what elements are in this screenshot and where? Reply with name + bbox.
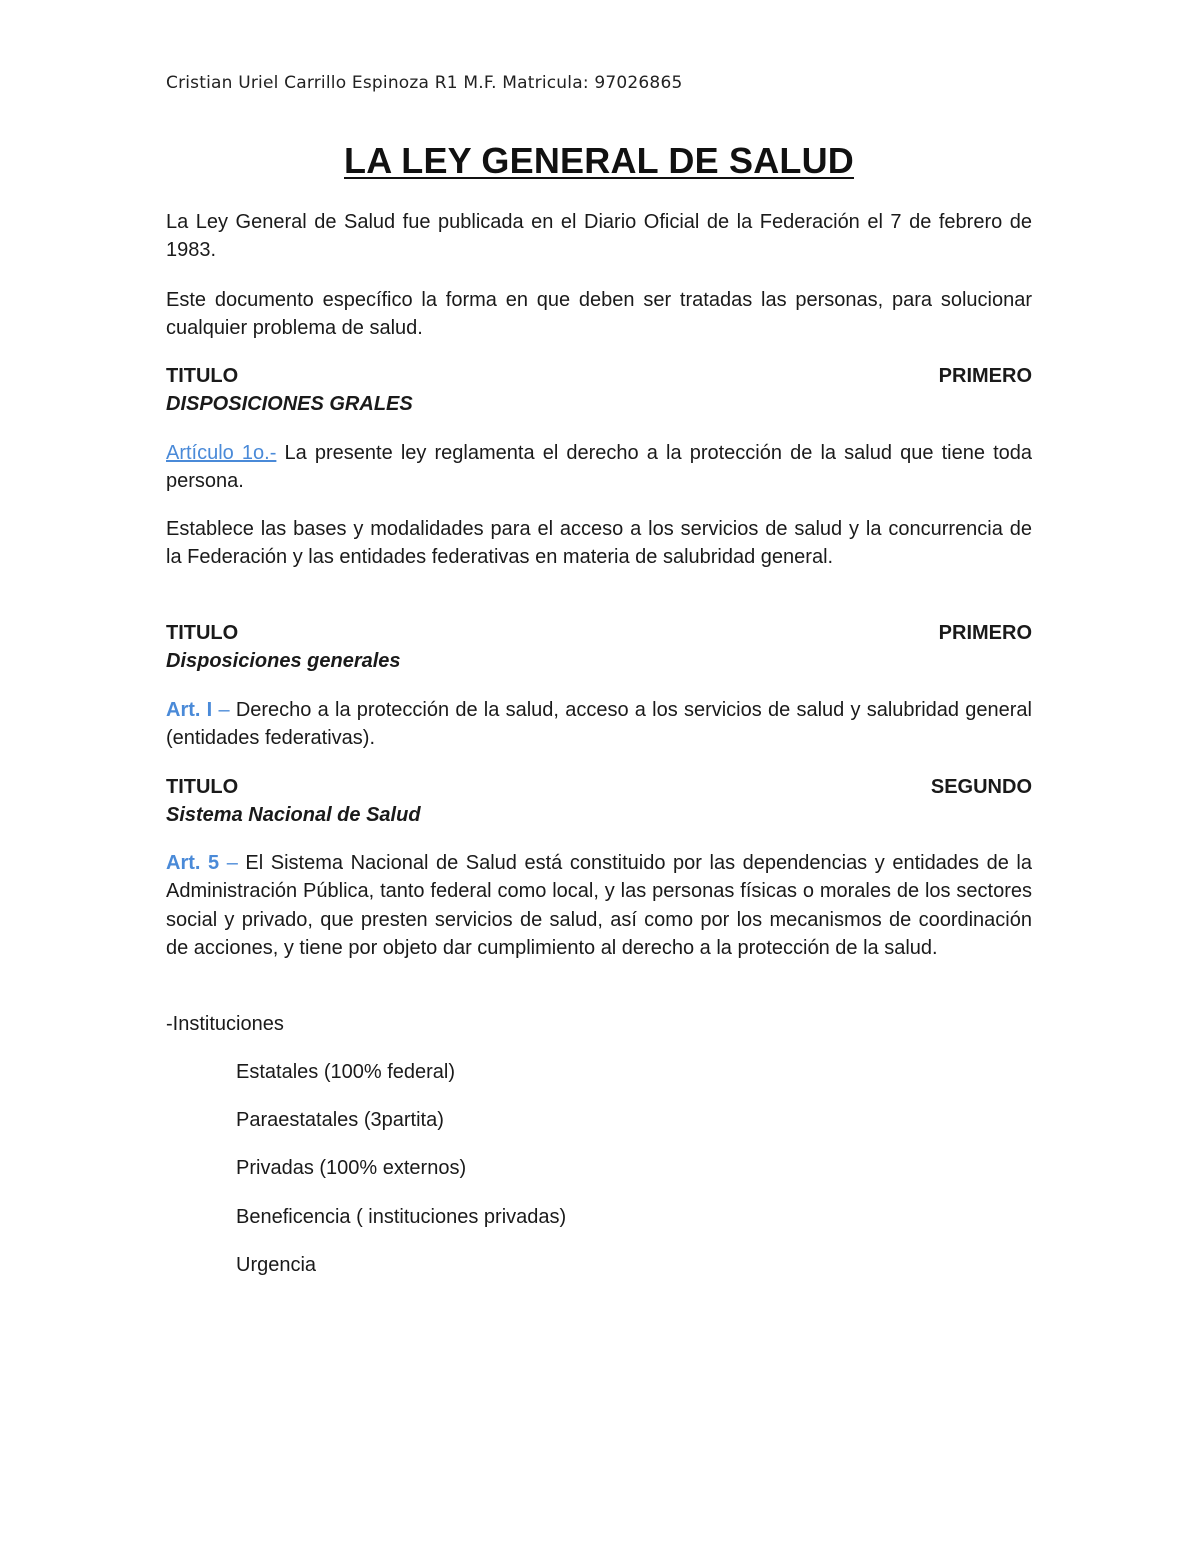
- art-5-text: El Sistema Nacional de Salud está constituido por las dependencias y entidades de la Administración Pública, tanto federal como local, y las personas físicas o morales de los sectores social y privado, que presten servicios de salud, así como por los mecanismos de coordinación de acciones, y tiene por objeto dar cumplimiento al derecho a la protección de la salud.: [166, 852, 1032, 960]
- section-2-article-paragraph: [166, 696, 1032, 753]
- institution-item: Privadas (100% externos): [236, 1157, 467, 1179]
- intro-paragraph-2: Este documento específico la forma en que deben ser tratadas las personas, para solucionar cualquier problema de salud.: [166, 289, 1032, 340]
- section-3-ordinal: SEGUNDO: [930, 776, 1032, 798]
- section-2-titulo-row: [166, 619, 1032, 647]
- institution-item: Beneficencia ( instituciones privadas): [236, 1206, 567, 1228]
- intro-paragraph-1: La Ley General de Salud fue publicada en el Diario Oficial de la Federación el 7 de febrero de 1983.: [166, 211, 1032, 262]
- section-2-ordinal: PRIMERO: [938, 622, 1032, 644]
- author-header: Cristian Uriel Carrillo Espinoza R1 M.F. Matricula: 97026865: [166, 73, 683, 93]
- section-1-titulo-row: [166, 362, 1032, 390]
- art-i-label: Art. I: [166, 699, 213, 721]
- section-3-subtitle: Sistema Nacional de Salud: [166, 804, 421, 827]
- institutions-heading: -Instituciones: [166, 1013, 284, 1035]
- art-i-text: Derecho a la protección de la salud, acceso a los servicios de salud y salubridad general (entidades federativas).: [166, 699, 1032, 750]
- section-3-titulo-row: [166, 773, 1032, 801]
- section-3-article-paragraph: [166, 849, 1032, 963]
- section-1-ordinal: PRIMERO: [938, 365, 1032, 387]
- section-1-titulo-label: TITULO: [166, 365, 239, 387]
- section-1-heading: [166, 362, 1032, 419]
- art-5-dash: –: [219, 852, 246, 874]
- section-2-subtitle: Disposiciones generales: [166, 650, 401, 673]
- section-2-heading: [166, 619, 1032, 676]
- article-1-text: La presente ley reglamenta el derecho a la protección de la salud que tiene toda persona.: [166, 442, 1032, 493]
- section-1-article-paragraph: [166, 439, 1032, 496]
- section-3-heading: [166, 773, 1032, 830]
- section-1-paragraph-2: Establece las bases y modalidades para el acceso a los servicios de salud y la concurrencia de la Federación y las entidades federativas en materia de salubridad general.: [166, 518, 1032, 569]
- section-3-titulo-label: TITULO: [166, 776, 239, 798]
- article-1-link[interactable]: Artículo 1o.-: [166, 442, 277, 464]
- institution-item: Urgencia: [236, 1254, 317, 1276]
- institution-item: Estatales (100% federal): [236, 1061, 456, 1083]
- institution-item: Paraestatales (3partita): [236, 1109, 444, 1131]
- section-2-titulo-label: TITULO: [166, 622, 239, 644]
- document-title: LA LEY GENERAL DE SALUD: [344, 140, 854, 181]
- art-i-dash: –: [212, 699, 236, 721]
- section-1-subtitle: DISPOSICIONES GRALES: [166, 393, 413, 416]
- art-5-label: Art. 5: [166, 852, 220, 874]
